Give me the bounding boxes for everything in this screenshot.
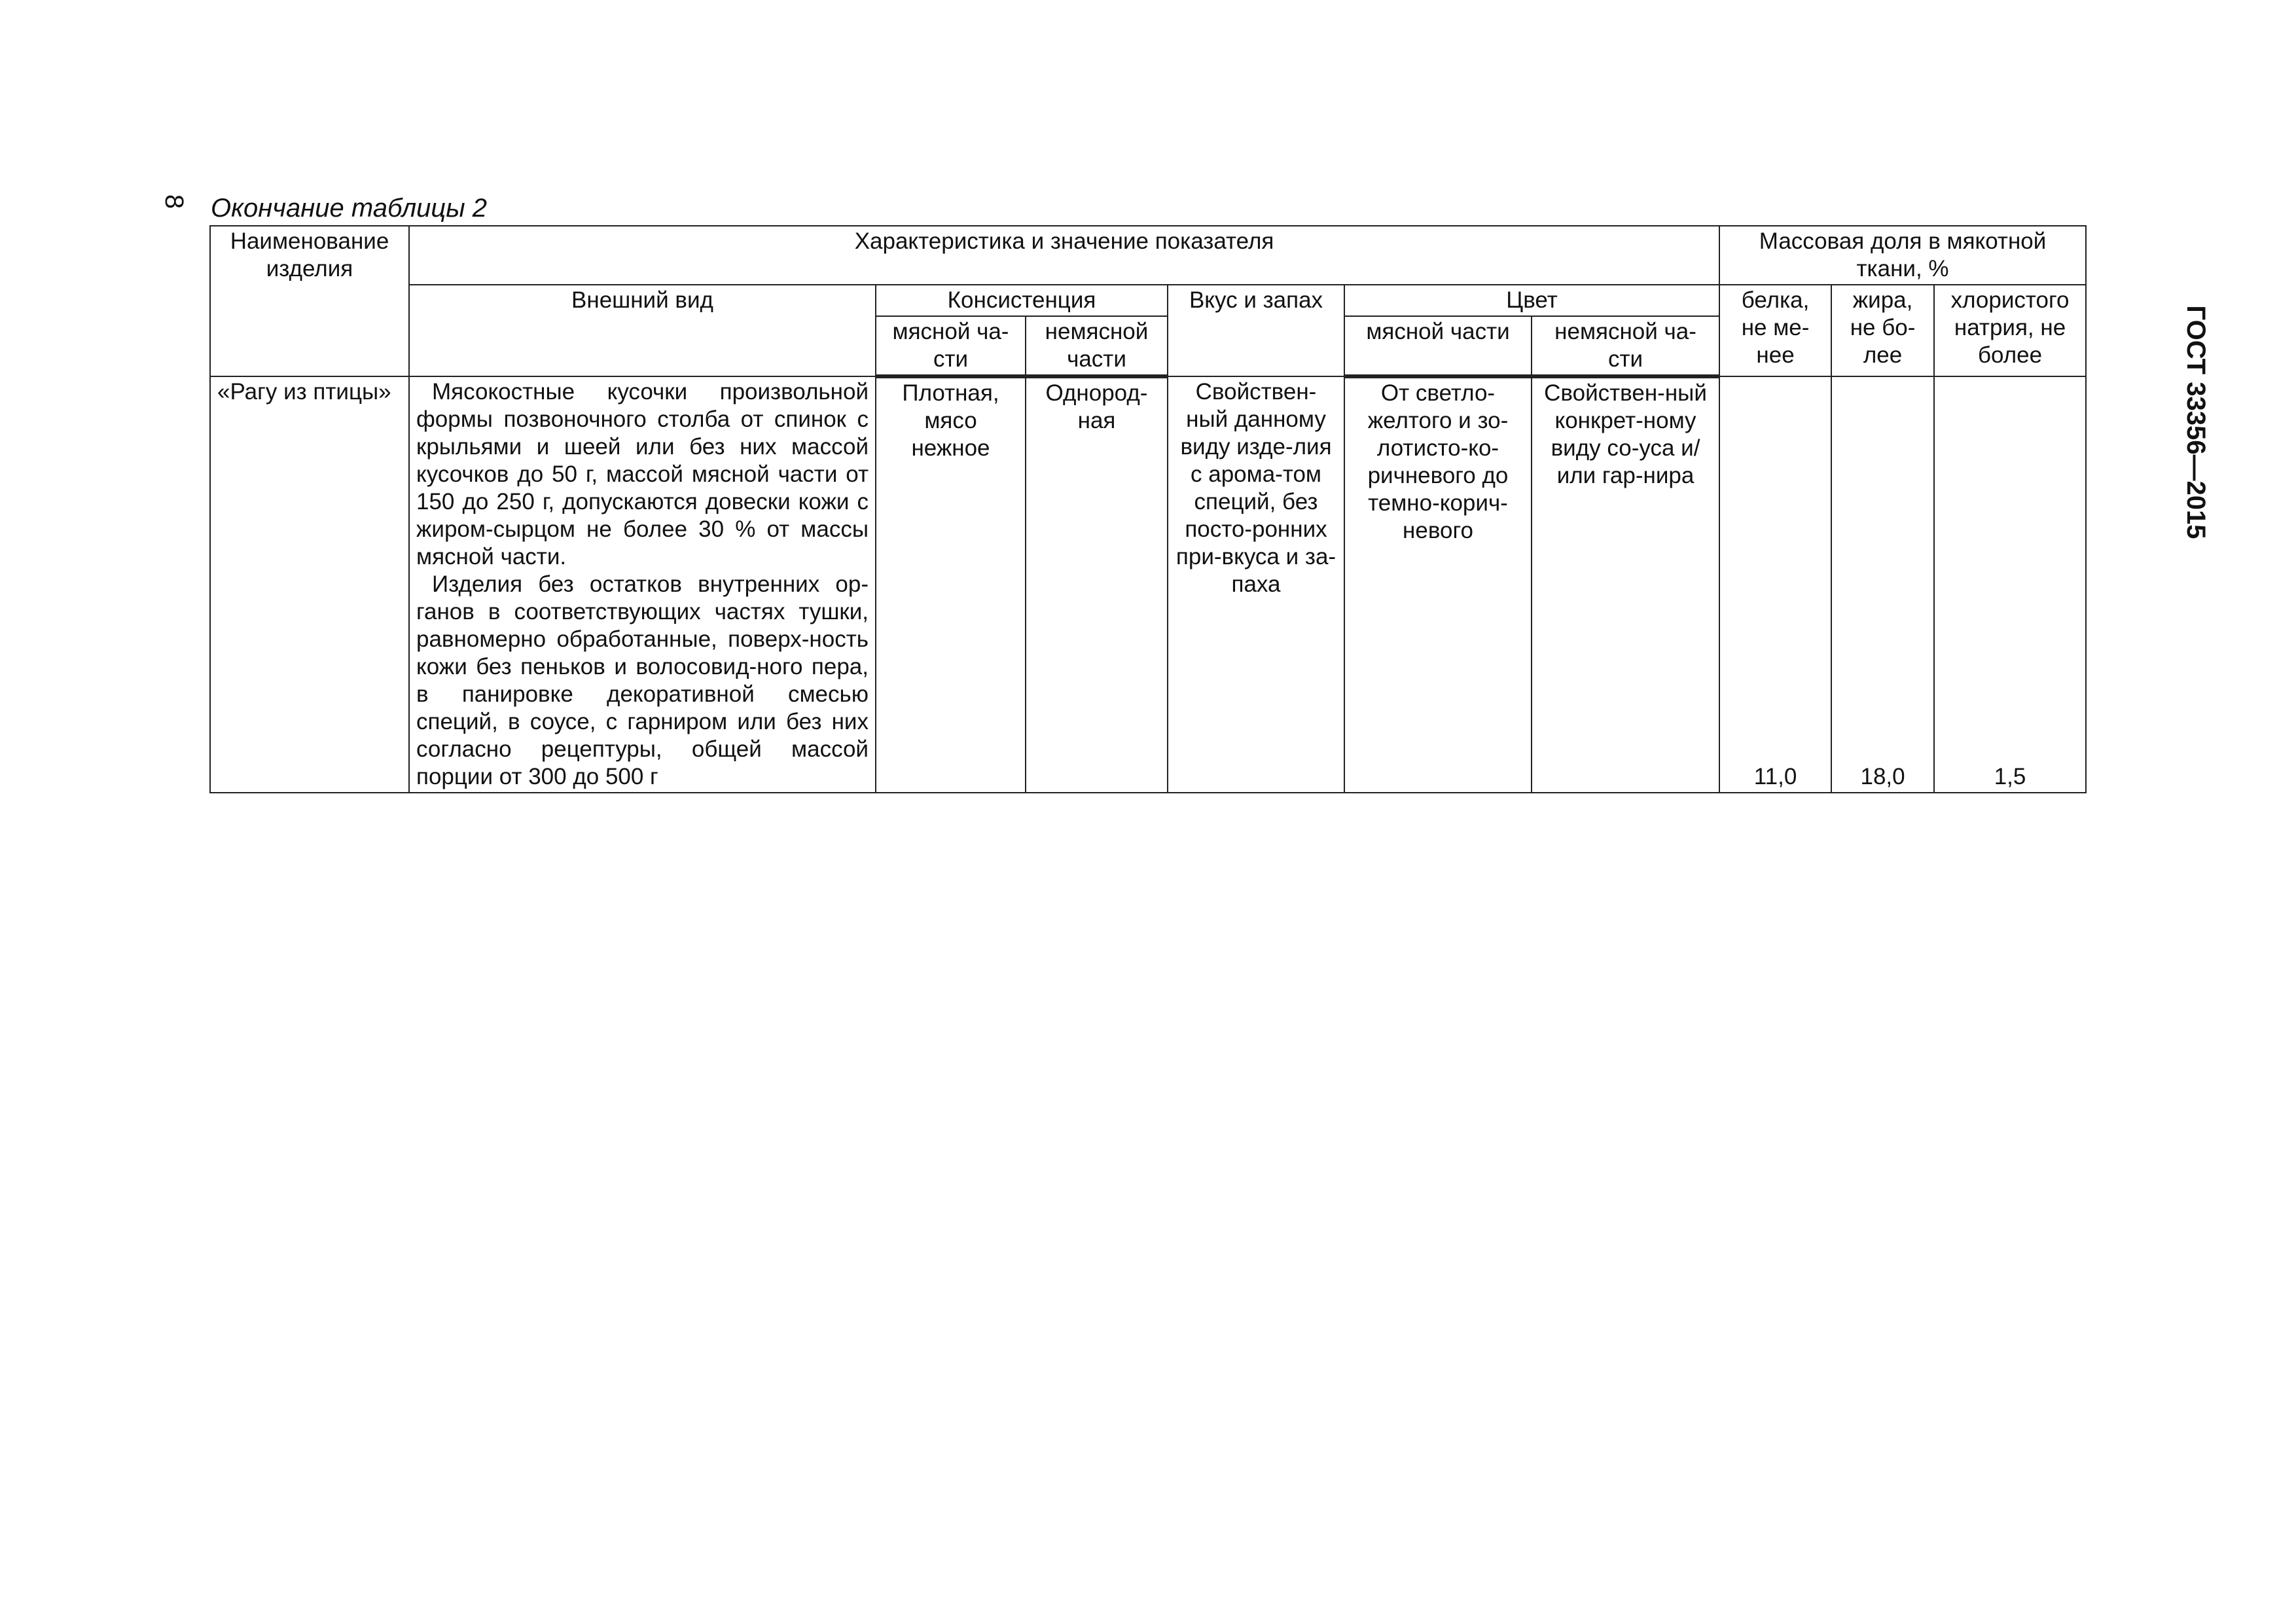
table-caption: Окончание таблицы 2 [211, 194, 488, 223]
header-protein: белка, не ме-нее [1719, 285, 1831, 376]
cell-color-nonmeat: Свойствен-ный конкрет-ному виду со-уса и/или гар-нира [1532, 376, 1719, 793]
cell-consistency-nonmeat: Однород-ная [1026, 376, 1168, 793]
appearance-paragraph-2: Изделия без остатков внутренних ор-ганов в соответствующих частях тушки, равномерно обработанные, поверх-ность кожи без пеньков и волосовид-ного пера, в панировке декоративной смесью специй, в соусе, с гарниром или без них согласно рецептуры, общей массой порции от 300 до 500 г [416, 571, 869, 789]
cell-appearance [409, 376, 876, 793]
header-appearance: Внешний вид [409, 285, 876, 376]
page-number: 8 [160, 194, 188, 209]
header-characteristics: Характеристика и значение показателя [409, 226, 1719, 285]
cell-fat: 18,0 [1831, 376, 1934, 793]
header-color-nonmeat: немясной ча-сти [1532, 316, 1719, 376]
appearance-paragraph-1: Мясокостные кусочки произвольной формы позвоночного столба от спинок с крыльями и шеей или без них массой кусочков до 50 г, массой мясной части от 150 до 250 г, допускаются довески кожи с жиром-сырцом не более 30 % от массы мясной части. [416, 379, 869, 569]
cell-consistency-meat: Плотная, мясо нежное [876, 376, 1026, 793]
header-taste-smell: Вкус и запах [1168, 285, 1344, 376]
header-row-2 [210, 285, 2086, 316]
cell-salt: 1,5 [1934, 376, 2086, 793]
table-2-continuation [209, 225, 2087, 793]
header-fat: жира, не бо-лее [1831, 285, 1934, 376]
header-color-meat: мясной части [1344, 316, 1532, 376]
header-name: Наименование изделия [210, 226, 409, 376]
header-consistency-nonmeat: немясной части [1026, 316, 1168, 376]
header-color: Цвет [1344, 285, 1719, 316]
header-consistency-meat: мясной ча-сти [876, 316, 1026, 376]
document-code: ГОСТ 33356—2015 [2181, 305, 2210, 539]
header-salt: хлористого натрия, не более [1934, 285, 2086, 376]
table-row [210, 376, 2086, 793]
cell-product-name: «Рагу из птицы» [210, 376, 409, 793]
header-mass-fraction: Массовая доля в мякотной ткани, % [1719, 226, 2086, 285]
header-consistency: Консистенция [876, 285, 1168, 316]
header-row-1 [210, 226, 2086, 285]
cell-protein: 11,0 [1719, 376, 1831, 793]
cell-taste-smell: Свойствен-ный данному виду изде-лия с арома-том специй, без посто-ронних при-вкуса и за-паха [1168, 376, 1344, 793]
cell-color-meat: От светло-желтого и зо-лотисто-ко-ричневого до темно-корич-невого [1344, 376, 1532, 793]
